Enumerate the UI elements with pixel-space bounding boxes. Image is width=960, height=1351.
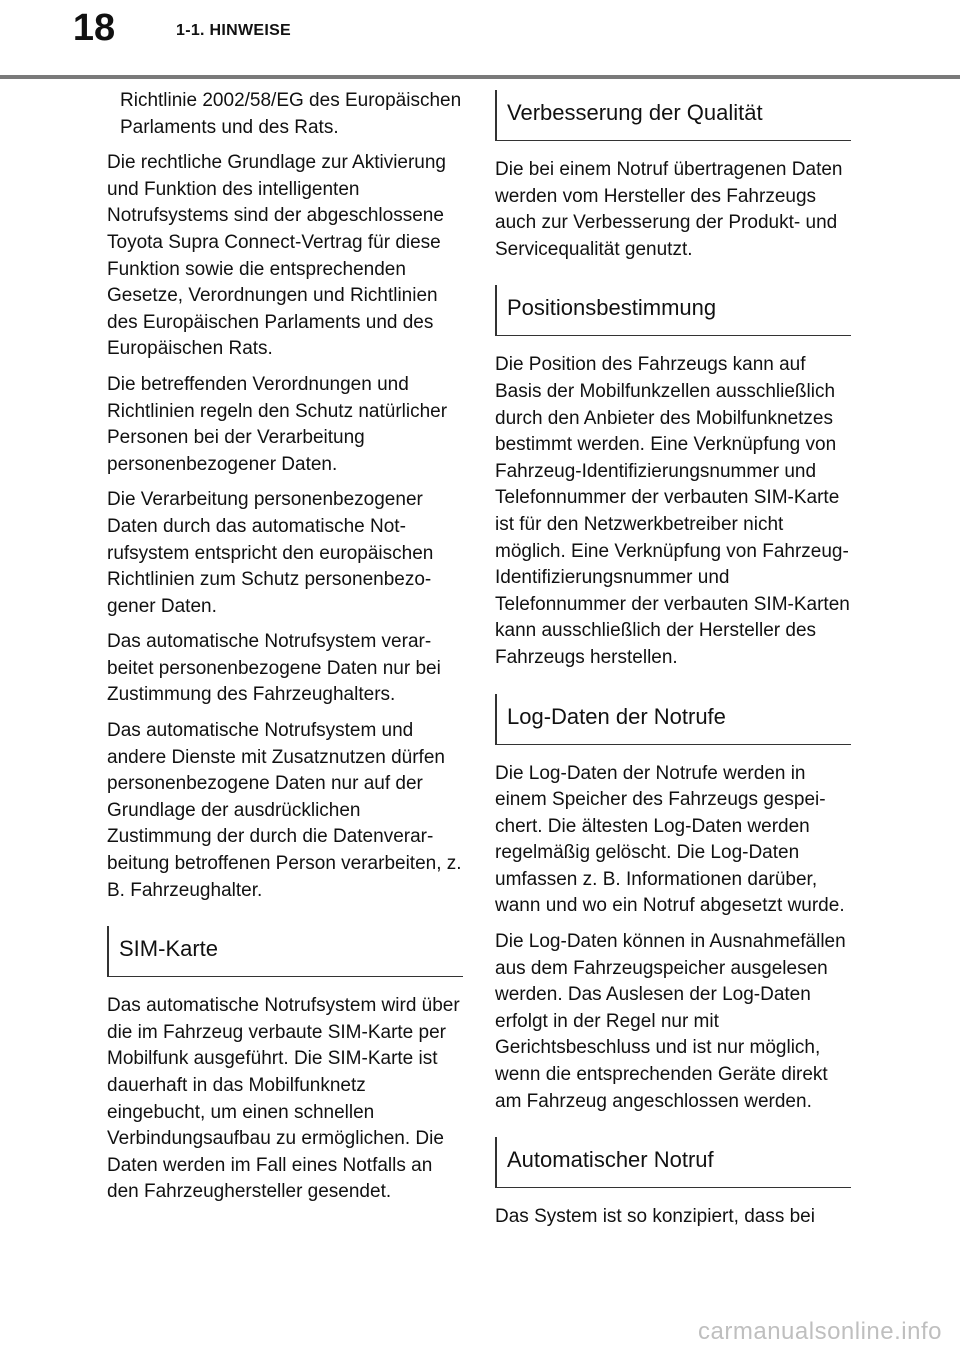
paragraph: Die rechtliche Grundlage zur Aktivierung und Funktion des intelligenten Notrufsystems sind der abgeschlossene Toyota Supra Connect-Vertrag für diese Funktion sowie die entsprechenden Gesetze, Verordnungen und Richtlinien des Europäischen Parlaments und des Europäischen Rats. — [107, 152, 447, 360]
left-column — [107, 88, 463, 1215]
paragraph: Das automatische Notrufsystem und andere Dienste mit Zusatznutzen dürfen personenbezogene Daten nur auf der Grundlage der ausdrücklichen Zustimmung der durch die Datenverarbeitung betroffenen Person verarbeiten, z. B. Fahrzeughalter. — [107, 720, 462, 901]
page-header — [0, 0, 960, 80]
paragraph: Das System ist so konzipiert, dass bei — [495, 1206, 815, 1228]
section-title: 1-1. HINWEISE — [176, 22, 292, 39]
log-data-heading: Log-Daten der Notrufe — [495, 694, 851, 745]
paragraph: Die betreffenden Verordnungen und Richtlinien regeln den Schutz natürlicher Personen bei der Verarbeitung personenbezogener Daten. — [107, 373, 448, 475]
paragraph: Die Position des Fahrzeugs kann auf Basis der Mobilfunkzellen ausschließlich durch den Anbieter des Mobilfunknetzes bestimmt werden. Eine Verknüpfung von Fahrzeug-Identifizierungsnummer und Telefonnummer der verbauten SIM-Karte ist für den Netzwerkbetreiber nicht möglich. Eine Verknüpfung von Fahrzeug-Identifizierungsnummer und Telefonnummer der verbauten SIM-Karten kann ausschließlich der Hersteller des Fahrzeugs herstellen. — [495, 354, 850, 668]
paragraph: Richtlinie 2002/58/EG des Europäischen Parlaments und des Rats. — [120, 90, 462, 138]
paragraph: Das automatische Notrufsystem wird über die im Fahrzeug verbaute SIM-Karte per Mobilfunk ausgeführt. Die SIM-Karte ist dauerhaft in das Mobilfunknetz eingebucht, um einen schnellen Verbindungsaufbau zu ermöglichen. Die Daten werden im Fall eines Notfalls an den Fahrzeughersteller gesendet. — [107, 995, 460, 1203]
automatic-emergency-call-heading: Automatischer Notruf — [495, 1137, 851, 1188]
paragraph: Die Log-Daten können in Ausnahmefällen aus dem Fahrzeugspeicher ausgelesen werden. Das Auslesen der Log-Daten erfolgt in der Regel nur mit Gerichtsbeschluss und ist nur möglich, wenn die entsprechenden Geräte direkt am Fahrzeug angeschlossen werden. — [495, 931, 846, 1112]
quality-heading: Verbesserung der Qualität — [495, 90, 851, 141]
paragraph: Die Verarbeitung personenbezogener Daten durch das automatische Notrufsystem entspricht den europäischen Richtlinien zum Schutz personenbezogener Daten. — [107, 489, 434, 617]
paragraph: Die bei einem Notruf übertragenen Daten werden vom Hersteller des Fahrzeugs auch zur Verbesserung der Produkt- und Servicequalität genutzt. — [495, 159, 843, 260]
header-rule — [0, 75, 960, 79]
right-column — [495, 88, 851, 1240]
page-number: 18 — [72, 7, 116, 49]
sim-card-heading: SIM-Karte — [107, 926, 463, 977]
watermark: carmanualsonline.info — [698, 1318, 942, 1345]
positioning-heading: Positionsbestimmung — [495, 285, 851, 336]
paragraph: Das automatische Notrufsystem verarbeitet personenbezogene Daten nur bei Zustimmung des Fahrzeughalters. — [107, 631, 441, 706]
paragraph: Die Log-Daten der Notrufe werden in einem Speicher des Fahrzeugs gespeichert. Die ältesten Log-Daten werden regelmäßig gelöscht. Die Log-Daten umfassen z. B. Informationen darüber, wann und wo ein Notruf abgesetzt wurde. — [495, 762, 845, 917]
